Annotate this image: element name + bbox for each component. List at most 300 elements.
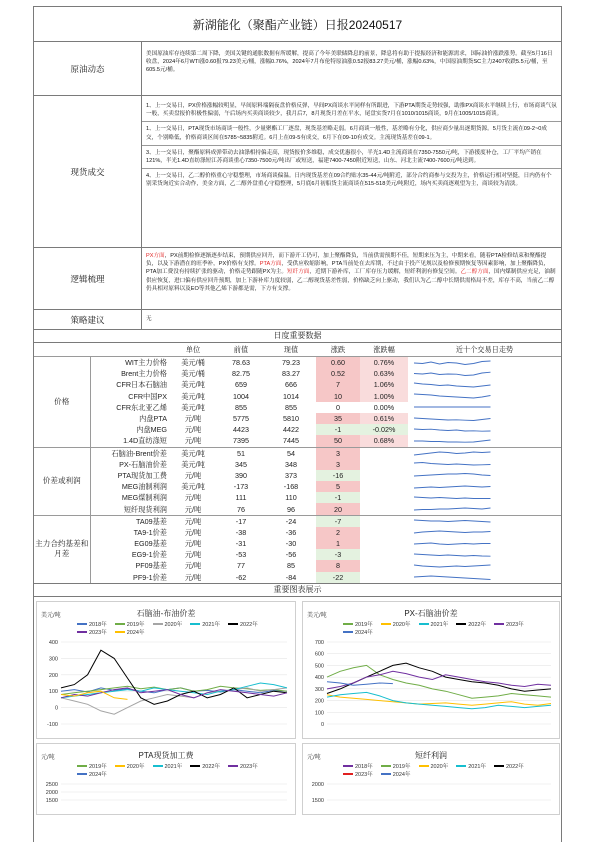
y-tick-label: 100	[314, 710, 324, 717]
indicator-change-pct: 1.00%	[360, 391, 408, 402]
chart-unit-label: 元/吨	[307, 754, 321, 761]
legend-item	[228, 620, 258, 628]
chart-legend	[77, 620, 275, 636]
indicator-current: -24	[266, 515, 316, 527]
indicator-change: 35	[316, 413, 360, 424]
strategy-label: 策略建议	[34, 310, 142, 329]
indicator-change: 3	[316, 447, 360, 459]
legend-swatch	[190, 623, 200, 625]
indicator-row	[34, 572, 561, 583]
indicator-prev: 4423	[233, 425, 249, 435]
indicator-sparkline-cell	[408, 402, 561, 413]
y-tick-label: -100	[46, 721, 58, 728]
legend-swatch	[115, 623, 125, 625]
trend-sparkline	[408, 436, 498, 446]
indicator-row	[34, 402, 561, 413]
indicator-name: CFR日本石脑油	[116, 380, 167, 390]
indicator-current: -30	[285, 539, 297, 549]
logic-pta-text: ，受供应收缩影响，PTA当前处在去库期，不过由于投产见规以及检修预期恢复等因素影响，加上聚酯降负，PTA加工费没有持续扩张的驱动，价格走势跟随PX为主。	[146, 261, 550, 276]
indicator-change-pct	[360, 560, 408, 571]
indicator-unit: 美元/桶	[181, 369, 205, 379]
indicator-name: Brent主力价格	[121, 369, 167, 379]
indicator-name: 内盘MEG	[136, 425, 167, 435]
legend-label: 2023年	[89, 629, 107, 636]
trend-line	[414, 554, 491, 556]
indicator-sparkline-cell	[408, 503, 561, 515]
indicator-change: 3	[316, 459, 360, 470]
legend-item	[77, 620, 107, 628]
legend-item	[456, 620, 486, 628]
charts-area	[34, 597, 561, 807]
indicator-name: PF09基差	[135, 561, 167, 571]
indicator-change-pct	[360, 515, 408, 527]
indicator-change: 0.52	[316, 368, 360, 379]
y-tick-label: 400	[48, 639, 58, 646]
legend-label: 2022年	[202, 763, 220, 770]
indicator-row	[34, 413, 561, 424]
legend-swatch	[190, 765, 200, 767]
indicator-prev: 82.75	[232, 369, 250, 379]
logic-pf-text: ，近期下游补库，工厂库存压力缓解，短纤利润有修复空间。	[309, 269, 461, 276]
legend-item	[343, 628, 373, 636]
indicator-change-pct	[360, 527, 408, 538]
trend-line	[414, 394, 491, 398]
legend-swatch	[228, 623, 238, 625]
logic-text	[142, 248, 561, 309]
indicator-change: -1	[316, 424, 360, 435]
legend-label: 2018年	[355, 763, 373, 770]
trend-sparkline	[408, 358, 498, 368]
indicator-row	[34, 492, 561, 503]
trend-sparkline	[408, 402, 498, 412]
crude-row	[34, 42, 561, 96]
y-tick-label: 700	[314, 639, 324, 646]
indicator-unit: 元/吨	[184, 572, 202, 582]
indicator-change: 0	[336, 402, 340, 412]
indicator-name: CFR东北亚乙烯	[116, 402, 167, 412]
chart-legend	[343, 762, 539, 778]
trend-line	[414, 520, 491, 522]
indicator-row	[34, 447, 561, 459]
trend-sparkline	[408, 448, 498, 458]
trend-sparkline	[408, 380, 498, 390]
legend-swatch	[228, 765, 238, 767]
indicator-row	[34, 357, 561, 369]
y-tick-label: 0	[320, 721, 324, 728]
y-tick-label: 500	[314, 663, 324, 670]
indicator-name: EG9-1价差	[131, 550, 167, 560]
y-tick-label: 400	[314, 674, 324, 681]
indicators-title: 日度重要数据	[34, 330, 561, 343]
indicator-current: -56	[285, 550, 297, 560]
y-tick-label: 300	[48, 656, 58, 663]
trend-sparkline	[408, 369, 498, 379]
trend-line	[414, 372, 491, 375]
indicator-change: -7	[316, 515, 360, 527]
indicator-name: WIT主力价格	[125, 358, 167, 368]
legend-label: 2019年	[355, 621, 373, 628]
indicator-current: -84	[285, 572, 297, 582]
indicator-change: 20	[316, 503, 360, 515]
indicator-unit: 元/吨	[170, 515, 216, 527]
chart-panel	[302, 743, 560, 815]
indicator-change-pct: 0.61%	[360, 413, 408, 424]
indicators-header-row	[34, 343, 561, 357]
indicator-sparkline-cell	[408, 538, 561, 549]
charts-title: 重要图表展示	[34, 583, 561, 597]
indicator-row	[34, 391, 561, 402]
legend-label: 2018年	[89, 621, 107, 628]
trend-line	[414, 565, 491, 567]
strategy-text: 无	[146, 316, 152, 322]
indicator-name: CFR中国PX	[128, 391, 167, 401]
trend-line	[414, 486, 491, 488]
indicator-sparkline-cell	[408, 515, 561, 527]
indicator-prev: -53	[235, 550, 247, 560]
trend-line	[414, 576, 491, 580]
legend-swatch	[419, 623, 429, 625]
indicator-prev: -173	[233, 482, 249, 492]
trend-sparkline	[408, 550, 498, 560]
indicator-prev: 78.63	[232, 358, 250, 368]
logic-pf-tag: 短纤方面	[287, 269, 310, 276]
legend-item	[494, 762, 524, 770]
indicator-name: EG09基差	[134, 539, 167, 549]
chart-legend	[77, 762, 275, 778]
col-trend: 近十个交易日走势	[408, 343, 561, 357]
trend-line	[414, 361, 491, 365]
legend-label: 2024年	[392, 771, 411, 778]
indicator-prev: -62	[235, 572, 247, 582]
legend-label: 2020年	[126, 763, 145, 770]
indicator-unit: 美元/吨	[181, 459, 205, 469]
indicator-change: 50	[316, 435, 360, 447]
indicator-change-pct	[360, 447, 408, 459]
trend-sparkline	[408, 414, 498, 424]
indicator-change-pct: 0.76%	[360, 357, 408, 369]
trend-line	[414, 418, 491, 421]
indicator-current: 54	[266, 447, 316, 459]
indicator-row	[34, 435, 561, 447]
trend-sparkline	[408, 516, 498, 526]
trend-line	[414, 463, 491, 466]
logic-px-tag: PX方面	[146, 253, 165, 259]
legend-label: 2021年	[468, 763, 486, 770]
legend-label: 2022年	[506, 763, 524, 770]
indicator-current: 1014	[283, 391, 299, 401]
legend-swatch	[343, 623, 353, 625]
legend-item	[115, 620, 145, 628]
indicator-prev: 51	[216, 447, 266, 459]
legend-label: 2021年	[164, 763, 183, 770]
chart-title: PTA现货加工费	[138, 750, 194, 760]
legend-swatch	[77, 623, 87, 625]
legend-swatch	[343, 773, 353, 775]
report-title: 新湖能化（聚酯产业链）日报20240517	[34, 7, 561, 42]
indicator-name: 短纤现货利润	[123, 504, 167, 514]
strategy-row	[34, 310, 561, 330]
legend-swatch	[77, 773, 87, 775]
indicator-name: TA9-1价差	[133, 527, 167, 537]
legend-label: 2019年	[89, 763, 107, 770]
trend-sparkline	[408, 539, 498, 549]
indicator-row	[34, 481, 561, 492]
indicator-sparkline-cell	[408, 357, 561, 369]
y-tick-label: 300	[314, 686, 324, 693]
indicator-sparkline-cell	[408, 368, 561, 379]
indicator-change-pct	[360, 503, 408, 515]
legend-swatch	[343, 631, 353, 633]
indicator-current: 7445	[283, 436, 299, 446]
indicator-change: -1	[316, 492, 360, 503]
indicator-name: MEG煤制利润	[121, 493, 167, 503]
chart-unit-label: 美元/吨	[41, 612, 61, 619]
trend-line	[414, 531, 491, 533]
indicator-prev: 390	[235, 470, 247, 480]
trend-sparkline	[408, 493, 498, 503]
indicator-sparkline-cell	[408, 560, 561, 571]
trend-sparkline	[408, 459, 498, 469]
legend-item	[115, 762, 145, 770]
indicator-prev: 855	[235, 402, 247, 412]
logic-row	[34, 248, 561, 310]
legend-swatch	[343, 765, 353, 767]
legend-swatch	[381, 765, 391, 767]
indicator-current: 666	[285, 380, 297, 390]
legend-swatch	[494, 765, 504, 767]
indicator-change-pct	[360, 572, 408, 583]
indicator-change-pct: 0.68%	[360, 435, 408, 447]
trend-line	[414, 440, 491, 442]
indicator-change-pct	[360, 481, 408, 492]
indicator-change: 2	[316, 527, 360, 538]
legend-item	[419, 762, 449, 770]
trend-sparkline	[408, 425, 498, 435]
indicator-change-pct	[360, 538, 408, 549]
y-tick-label: 2500	[45, 781, 58, 788]
indicator-row	[34, 538, 561, 549]
legend-label: 2020年	[164, 621, 183, 628]
indicator-sparkline-cell	[408, 527, 561, 538]
indicator-row	[34, 503, 561, 515]
y-tick-label: 2000	[45, 789, 58, 796]
legend-label: 2020年	[392, 621, 411, 628]
indicator-row	[34, 459, 561, 470]
legend-label: 2023年	[355, 771, 373, 778]
y-tick-label: 1500	[311, 797, 324, 804]
col-cur: 现值	[266, 343, 316, 357]
indicator-change-pct: 0.63%	[360, 368, 408, 379]
crude-text: 美国原油库存连续第二周下降，美国关键的通胀数据有所缓解，提高了今年美联储降息的前景，降息将有助于提振经济和能源需求，国际油价涨跌涨势。截至5月16日收盘，2024年6月WTI涨0.60报79.23美元/桶，涨幅0.76%，2024年7月布伦特原油涨0.52报83.27美元/桶，涨幅0.63%，中国原油期货SC主力2407收跌5.5元/桶，至605.5元/桶。	[146, 51, 553, 74]
indicators-table	[34, 343, 561, 583]
legend-item	[343, 770, 373, 778]
indicator-current: 110	[285, 493, 297, 503]
indicator-unit: 元/吨	[184, 414, 202, 424]
col-chg: 涨跌	[316, 343, 360, 357]
trend-sparkline	[408, 527, 498, 537]
indicator-current: 373	[285, 470, 297, 480]
indicator-name: MEG油制利润	[121, 482, 167, 492]
legend-swatch	[77, 765, 87, 767]
logic-meg-tag: 乙二醇方面	[460, 269, 489, 276]
indicator-unit: 美元/吨	[181, 482, 205, 492]
indicator-current: 5810	[283, 414, 299, 424]
indicator-row	[34, 424, 561, 435]
legend-swatch	[381, 773, 391, 775]
legend-item	[381, 762, 411, 770]
y-tick-label: 1500	[45, 797, 58, 804]
y-tick-label: 600	[314, 651, 324, 658]
legend-item	[190, 762, 220, 770]
logic-label: 逻辑梳理	[34, 248, 142, 309]
chart-title: PX-石脑油价差	[404, 608, 458, 618]
indicator-prev: -17	[216, 515, 266, 527]
indicator-row	[34, 560, 561, 571]
indicator-change: 8	[316, 560, 360, 571]
indicator-category: 价格	[34, 357, 90, 448]
indicator-prev: 1004	[233, 391, 249, 401]
legend-swatch	[115, 765, 125, 767]
indicator-sparkline-cell	[408, 391, 561, 402]
legend-item	[381, 620, 411, 628]
indicator-row	[34, 549, 561, 560]
trend-line	[414, 497, 491, 499]
indicator-change: 1	[316, 538, 360, 549]
indicator-current: -168	[283, 482, 299, 492]
y-tick-label: 100	[48, 688, 58, 695]
indicator-name: PTA现货加工费	[117, 470, 167, 480]
legend-item	[77, 628, 107, 636]
spot-row	[34, 96, 561, 248]
indicator-current: 79.23	[282, 358, 300, 368]
indicator-sparkline-cell	[408, 413, 561, 424]
indicator-change-pct: 1.06%	[360, 379, 408, 390]
indicator-sparkline-cell	[408, 424, 561, 435]
logic-px-text: ，PX前期检修逐渐逐步结束，预期供应回升，而下游开工仍可，加上聚酯降负，当前供需预期不佳，短期来压为主，中期来看，随着PTA检修结束和聚酯提负，以及下游潜在的旺季补，PX价格有支撑。	[146, 253, 547, 268]
legend-item	[77, 770, 107, 778]
indicator-unit: 元/吨	[184, 493, 202, 503]
indicator-prev: -38	[235, 527, 247, 537]
indicator-row	[34, 368, 561, 379]
legend-item	[343, 762, 373, 770]
indicator-row	[34, 379, 561, 390]
y-tick-label: 200	[314, 698, 324, 705]
indicator-unit: 元/吨	[184, 561, 202, 571]
trend-line	[414, 429, 491, 431]
indicator-change: 7	[316, 379, 360, 390]
spot-content	[142, 96, 561, 247]
col-prev: 前值	[216, 343, 266, 357]
legend-label: 2021年	[430, 621, 449, 628]
legend-swatch	[77, 631, 87, 633]
indicator-change-pct	[360, 549, 408, 560]
legend-label: 2022年	[240, 621, 258, 628]
legend-item	[456, 762, 486, 770]
indicator-current: 4422	[283, 425, 299, 435]
indicator-current: 96	[287, 504, 295, 514]
legend-item	[381, 770, 411, 778]
indicator-prev: -31	[235, 539, 247, 549]
legend-label: 2024年	[126, 629, 145, 636]
chart-panel	[36, 743, 296, 815]
legend-item	[153, 620, 183, 628]
indicator-unit: 美元/吨	[181, 380, 205, 390]
legend-item	[494, 620, 524, 628]
trend-sparkline	[408, 572, 498, 582]
trend-sparkline	[408, 482, 498, 492]
y-tick-label: 200	[48, 672, 58, 679]
indicator-sparkline-cell	[408, 492, 561, 503]
spot-pf-text: 3、上一交易日，聚酯原料成弹带动去油涤相持偏走高，现货报价多维稳，成交优惠很小，半光1.4D主流商谈在7350-7550元/吨，下游援度补仓，工厂平均产销在121%，半光1.4D直纺涤短江苏商谈重心7350-7500元/吨出厂或短送，福建7400-7450附近短送，山东、河北主流7400-7600元/吨送到。	[146, 149, 542, 165]
chart-title: 石脑油-布油价差	[136, 608, 196, 618]
trend-sparkline	[408, 504, 498, 514]
indicator-change: 0.60	[316, 357, 360, 369]
indicator-prev: 345	[235, 459, 247, 469]
legend-label: 2019年	[392, 763, 411, 770]
logic-pta-tag: PTA方面	[259, 261, 282, 268]
indicator-sparkline-cell	[408, 447, 561, 459]
legend-swatch	[381, 623, 391, 625]
indicator-prev: 5775	[233, 414, 249, 424]
series-line	[61, 691, 128, 699]
indicator-unit: 元/吨	[184, 550, 202, 560]
trend-line	[414, 383, 491, 387]
indicator-unit: 美元/吨	[170, 447, 216, 459]
report-page	[33, 6, 562, 842]
trend-line	[414, 543, 491, 545]
legend-label: 2022年	[468, 621, 486, 628]
indicator-unit: 元/吨	[184, 539, 202, 549]
indicator-change-pct: -0.02%	[360, 424, 408, 435]
legend-item	[419, 620, 449, 628]
logic-meg-text: ，国内煤制供应充足，油制供应恢复，进口偏有供应回升预期，加上下游补库力度较弱，乙二醇现货基差性弱，价格缺乏向上驱动，我们认为乙二醇中长期供需格局不差，库存不高，当前乙二醇仍具相对原料以及EO等其他乙烯下游都是需，下方有支撑。	[146, 269, 556, 292]
indicator-change-pct	[360, 470, 408, 481]
indicator-unit: 元/吨	[184, 425, 202, 435]
indicator-unit: 美元/吨	[181, 391, 205, 401]
legend-item	[153, 762, 183, 770]
series-line	[327, 694, 551, 705]
legend-swatch	[456, 623, 466, 625]
legend-label: 2024年	[89, 771, 107, 778]
indicator-change: -22	[316, 572, 360, 583]
indicator-current: 85	[287, 561, 295, 571]
legend-swatch	[494, 623, 504, 625]
indicator-sparkline-cell	[408, 379, 561, 390]
indicator-current: 348	[285, 459, 297, 469]
indicator-change-pct: 0.00%	[373, 402, 395, 412]
indicator-unit: 元/吨	[184, 504, 202, 514]
legend-swatch	[153, 623, 163, 625]
indicator-change: 5	[316, 481, 360, 492]
indicator-unit: 元/吨	[184, 436, 202, 446]
indicator-row	[34, 515, 561, 527]
indicator-current: 855	[285, 402, 297, 412]
legend-label: 2023年	[506, 621, 524, 628]
indicator-change: -3	[316, 549, 360, 560]
spot-meg-text: 4、上一交易日，乙二醇价格重心守稳整理，市场商谈偏温。日内现货基差在09合约贴水35-44元/吨附近，部分合约商参与交投为主，价格运行相对坚挺，日内仍有个别采货询近实合动作，美金方面，乙二醇外盘重心守稳整理，5月底6月初船货主流商谈在515-518美元/吨附近，场内买卖商逐观望为主，商谈较为清淡。	[146, 173, 552, 188]
spot-pta-text: 1、上一交易日，PTA现货市场商谈一般性，少量聚酯工厂逐盘，现货基差略走弱。6月商谈一般性，基差略有分化，供应商少量出逐期货源。5月货主流在09-2~0成交，个别略低，价格商谈区间在5785~5835附近。6月上在09-5有成交，6月下在09-10有成交。主流现货基差在09-1。	[146, 126, 547, 141]
indicator-prev: 7395	[233, 436, 249, 446]
chart-panel	[302, 601, 560, 739]
legend-item	[115, 628, 145, 636]
indicator-unit: 元/吨	[184, 527, 202, 537]
chart-legend	[343, 620, 539, 636]
indicator-unit: 元/吨	[184, 470, 202, 480]
legend-label: 2024年	[355, 629, 373, 636]
legend-swatch	[419, 765, 429, 767]
y-tick-label: 2000	[311, 781, 324, 788]
legend-item	[228, 762, 258, 770]
